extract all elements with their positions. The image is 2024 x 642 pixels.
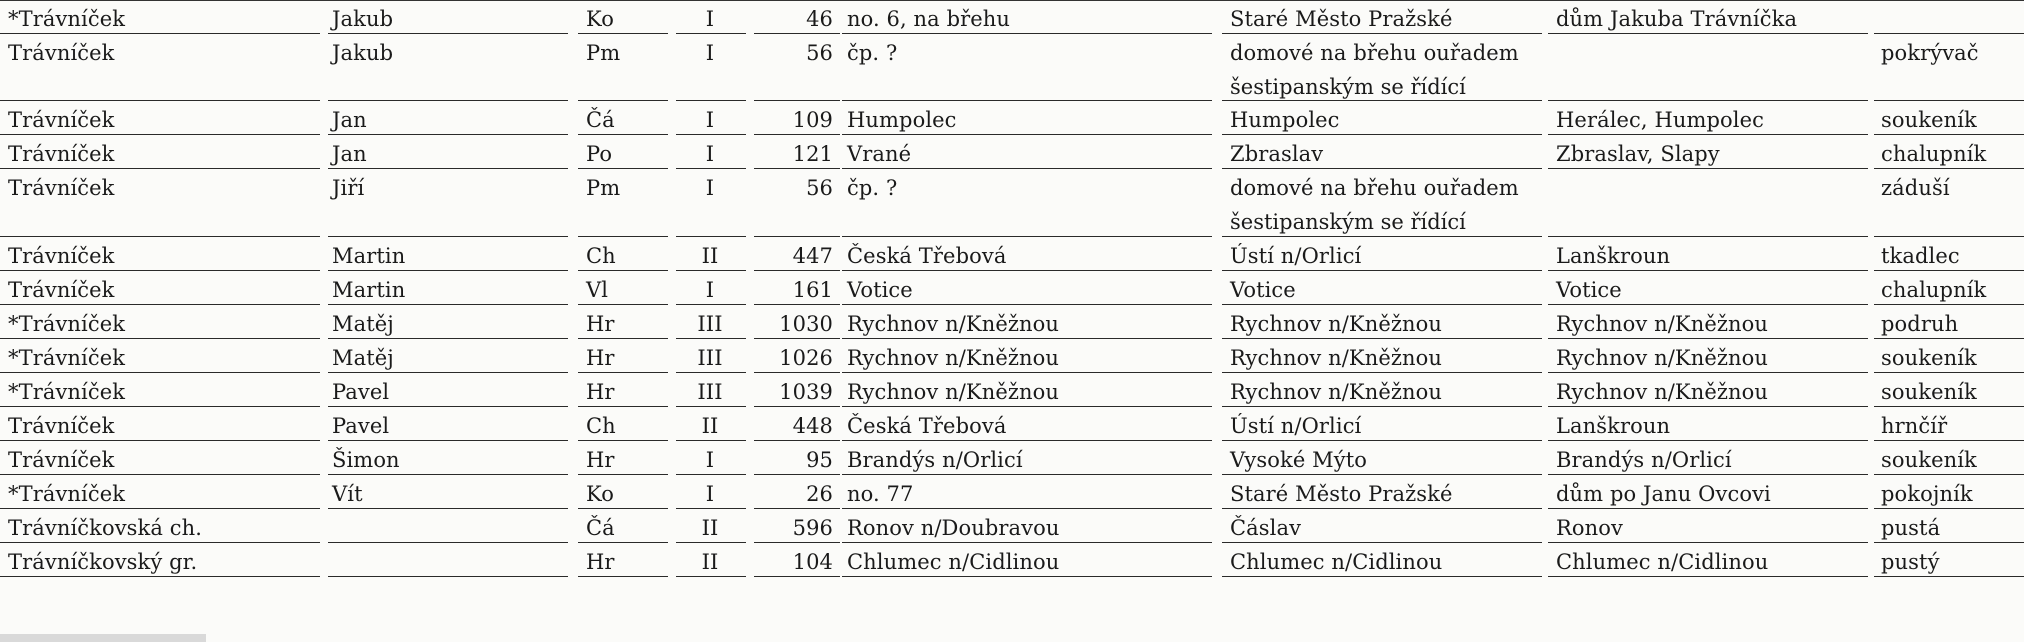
surname-cell: *Trávníček bbox=[8, 482, 126, 506]
given-name-cell: Matěj bbox=[332, 312, 394, 336]
number-cell: 56 bbox=[806, 176, 833, 200]
volume-cell: I bbox=[705, 448, 715, 472]
given-name-cell: Pavel bbox=[332, 414, 390, 438]
parish-cell: Zbraslav, Slapy bbox=[1556, 142, 1720, 166]
given-name-cell: Pavel bbox=[332, 380, 390, 404]
number-cell: 95 bbox=[806, 448, 833, 472]
surname-cell: Trávníček bbox=[8, 244, 115, 268]
domain-cell: Rychnov n/Kněžnou bbox=[1230, 312, 1442, 336]
region-cell: Pm bbox=[586, 41, 621, 65]
table-row bbox=[0, 305, 2024, 339]
volume-cell: II bbox=[701, 414, 719, 438]
region-cell: Ch bbox=[586, 414, 616, 438]
surname-cell: *Trávníček bbox=[8, 7, 126, 31]
domain-cell: Ústí n/Orlicí bbox=[1230, 414, 1362, 438]
region-cell: Hr bbox=[586, 380, 615, 404]
volume-cell: I bbox=[705, 108, 715, 132]
given-name-cell: Šimon bbox=[332, 448, 400, 472]
row-rule bbox=[328, 576, 568, 577]
occupation-cell: podruh bbox=[1881, 312, 1959, 336]
given-name-cell: Martin bbox=[332, 244, 406, 268]
given-name-cell: Jan bbox=[332, 108, 367, 132]
place-cell: Brandýs n/Orlicí bbox=[847, 448, 1023, 472]
domain-cell: Chlumec n/Cidlinou bbox=[1230, 550, 1443, 574]
occupation-cell: soukeník bbox=[1881, 108, 1977, 132]
parish-cell: Chlumec n/Cidlinou bbox=[1556, 550, 1769, 574]
place-cell: no. 6, na břehu bbox=[847, 7, 1011, 31]
domain-cell: Votice bbox=[1230, 278, 1296, 302]
volume-cell: II bbox=[701, 244, 719, 268]
parish-cell: Ronov bbox=[1556, 516, 1623, 540]
given-name-cell: Vít bbox=[332, 482, 363, 506]
volume-cell: III bbox=[697, 312, 723, 336]
surname-cell: Trávníček bbox=[8, 448, 115, 472]
occupation-cell: záduší bbox=[1881, 176, 1950, 200]
given-name-cell: Jan bbox=[332, 142, 367, 166]
place-cell: Česká Třebová bbox=[847, 244, 1007, 268]
parish-cell: Votice bbox=[1556, 278, 1622, 302]
parish-cell: Lanškroun bbox=[1556, 244, 1671, 268]
occupation-cell: tkadlec bbox=[1881, 244, 1960, 268]
domain-cell: Rychnov n/Kněžnou bbox=[1230, 380, 1442, 404]
domain-cell: Staré Město Pražské bbox=[1230, 482, 1453, 506]
region-cell: Ko bbox=[586, 7, 614, 31]
volume-cell: I bbox=[705, 482, 715, 506]
region-cell: Čá bbox=[586, 516, 615, 540]
number-cell: 104 bbox=[792, 550, 833, 574]
volume-cell: III bbox=[697, 346, 723, 370]
place-cell: Chlumec n/Cidlinou bbox=[847, 550, 1060, 574]
domain-cell: Staré Město Pražské bbox=[1230, 7, 1453, 31]
parish-cell: Rychnov n/Kněžnou bbox=[1556, 380, 1768, 404]
place-cell: čp. ? bbox=[847, 176, 898, 200]
row-rule bbox=[754, 576, 840, 577]
table-row bbox=[0, 169, 2024, 237]
number-cell: 46 bbox=[806, 7, 833, 31]
domain-cell: domové na břehu ouřadem bbox=[1230, 41, 1519, 65]
place-cell: Rychnov n/Kněžnou bbox=[847, 380, 1059, 404]
parish-cell: dům po Janu Ovcovi bbox=[1556, 482, 1771, 506]
region-cell: Hr bbox=[586, 448, 615, 472]
row-rule bbox=[676, 576, 746, 577]
row-rule bbox=[1874, 576, 2024, 577]
occupation-cell: pustý bbox=[1881, 550, 1940, 574]
given-name-cell: Jakub bbox=[332, 41, 394, 65]
surname-cell: Trávníček bbox=[8, 142, 115, 166]
parish-cell: Herálec, Humpolec bbox=[1556, 108, 1764, 132]
surname-cell: Trávníčkovský gr. bbox=[8, 550, 198, 574]
table-row bbox=[0, 0, 2024, 34]
occupation-cell: chalupník bbox=[1881, 142, 1987, 166]
volume-cell: II bbox=[701, 516, 719, 540]
parish-cell: Rychnov n/Kněžnou bbox=[1556, 312, 1768, 336]
given-name-cell: Martin bbox=[332, 278, 406, 302]
given-name-cell: Jakub bbox=[332, 7, 394, 31]
table-row bbox=[0, 271, 2024, 305]
parish-cell: Lanškroun bbox=[1556, 414, 1671, 438]
place-cell: Ronov n/Doubravou bbox=[847, 516, 1060, 540]
number-cell: 447 bbox=[792, 244, 833, 268]
place-cell: Česká Třebová bbox=[847, 414, 1007, 438]
domain-cell: Zbraslav bbox=[1230, 142, 1324, 166]
number-cell: 1039 bbox=[779, 380, 833, 404]
number-cell: 26 bbox=[806, 482, 833, 506]
region-cell: Čá bbox=[586, 108, 615, 132]
place-cell: čp. ? bbox=[847, 41, 898, 65]
place-cell: no. 77 bbox=[847, 482, 914, 506]
occupation-cell: soukeník bbox=[1881, 346, 1977, 370]
occupation-cell: hrnčíř bbox=[1881, 414, 1948, 438]
row-rule bbox=[0, 576, 320, 577]
surname-cell: *Trávníček bbox=[8, 346, 126, 370]
table-row bbox=[0, 475, 2024, 509]
table-row bbox=[0, 237, 2024, 271]
number-cell: 1026 bbox=[779, 346, 833, 370]
region-cell: Hr bbox=[586, 312, 615, 336]
region-cell: Hr bbox=[586, 346, 615, 370]
surname-cell: Trávníčkovská ch. bbox=[8, 516, 203, 540]
parish-cell: dům Jakuba Trávníčka bbox=[1556, 7, 1798, 31]
place-cell: Vrané bbox=[847, 142, 912, 166]
table-row bbox=[0, 101, 2024, 135]
domain-cell: Vysoké Mýto bbox=[1230, 448, 1367, 472]
row-rule bbox=[1222, 576, 1542, 577]
surname-cell: Trávníček bbox=[8, 41, 115, 65]
place-cell: Rychnov n/Kněžnou bbox=[847, 346, 1059, 370]
occupation-cell: soukeník bbox=[1881, 380, 1977, 404]
number-cell: 56 bbox=[806, 41, 833, 65]
volume-cell: II bbox=[701, 550, 719, 574]
volume-cell: I bbox=[705, 7, 715, 31]
corner-mark bbox=[0, 634, 206, 642]
table-row bbox=[0, 441, 2024, 475]
occupation-cell: pokrývač bbox=[1881, 41, 1979, 65]
parish-cell: Brandýs n/Orlicí bbox=[1556, 448, 1732, 472]
region-cell: Ch bbox=[586, 244, 616, 268]
place-cell: Humpolec bbox=[847, 108, 957, 132]
given-name-cell: Matěj bbox=[332, 346, 394, 370]
row-rule bbox=[1548, 576, 1868, 577]
surname-cell: Trávníček bbox=[8, 278, 115, 302]
domain-cell: Čáslav bbox=[1230, 516, 1302, 540]
number-cell: 161 bbox=[792, 278, 833, 302]
number-cell: 121 bbox=[792, 142, 833, 166]
region-cell: Hr bbox=[586, 550, 615, 574]
volume-cell: I bbox=[705, 278, 715, 302]
domain-cell: Humpolec bbox=[1230, 108, 1340, 132]
volume-cell: III bbox=[697, 380, 723, 404]
occupation-cell: pustá bbox=[1881, 516, 1941, 540]
region-cell: Po bbox=[586, 142, 613, 166]
region-cell: Vl bbox=[586, 278, 609, 302]
domain-cell: Rychnov n/Kněžnou bbox=[1230, 346, 1442, 370]
volume-cell: I bbox=[705, 41, 715, 65]
number-cell: 448 bbox=[792, 414, 833, 438]
region-cell: Pm bbox=[586, 176, 621, 200]
table-row bbox=[0, 509, 2024, 543]
place-cell: Rychnov n/Kněžnou bbox=[847, 312, 1059, 336]
row-rule bbox=[578, 576, 668, 577]
occupation-cell: pokojník bbox=[1881, 482, 1973, 506]
region-cell: Ko bbox=[586, 482, 614, 506]
number-cell: 596 bbox=[792, 516, 833, 540]
table-row bbox=[0, 339, 2024, 373]
volume-cell: I bbox=[705, 176, 715, 200]
domain-cell: Ústí n/Orlicí bbox=[1230, 244, 1362, 268]
table-row bbox=[0, 135, 2024, 169]
surname-cell: *Trávníček bbox=[8, 312, 126, 336]
surname-cell: Trávníček bbox=[8, 414, 115, 438]
parish-cell: Rychnov n/Kněžnou bbox=[1556, 346, 1768, 370]
surname-cell: Trávníček bbox=[8, 176, 115, 200]
domain-continuation-cell: šestipanským se řídící bbox=[1230, 210, 1466, 234]
table-row bbox=[0, 373, 2024, 407]
table-row bbox=[0, 34, 2024, 101]
number-cell: 109 bbox=[792, 108, 833, 132]
occupation-cell: soukeník bbox=[1881, 448, 1977, 472]
row-rule bbox=[842, 576, 1212, 577]
given-name-cell: Jiří bbox=[332, 176, 365, 200]
table-row bbox=[0, 543, 2024, 577]
domain-cell: domové na břehu ouřadem bbox=[1230, 176, 1519, 200]
surname-cell: Trávníček bbox=[8, 108, 115, 132]
occupation-cell: chalupník bbox=[1881, 278, 1987, 302]
domain-continuation-cell: šestipanským se řídící bbox=[1230, 75, 1466, 99]
surname-cell: *Trávníček bbox=[8, 380, 126, 404]
volume-cell: I bbox=[705, 142, 715, 166]
place-cell: Votice bbox=[847, 278, 913, 302]
number-cell: 1030 bbox=[779, 312, 833, 336]
table-row bbox=[0, 407, 2024, 441]
